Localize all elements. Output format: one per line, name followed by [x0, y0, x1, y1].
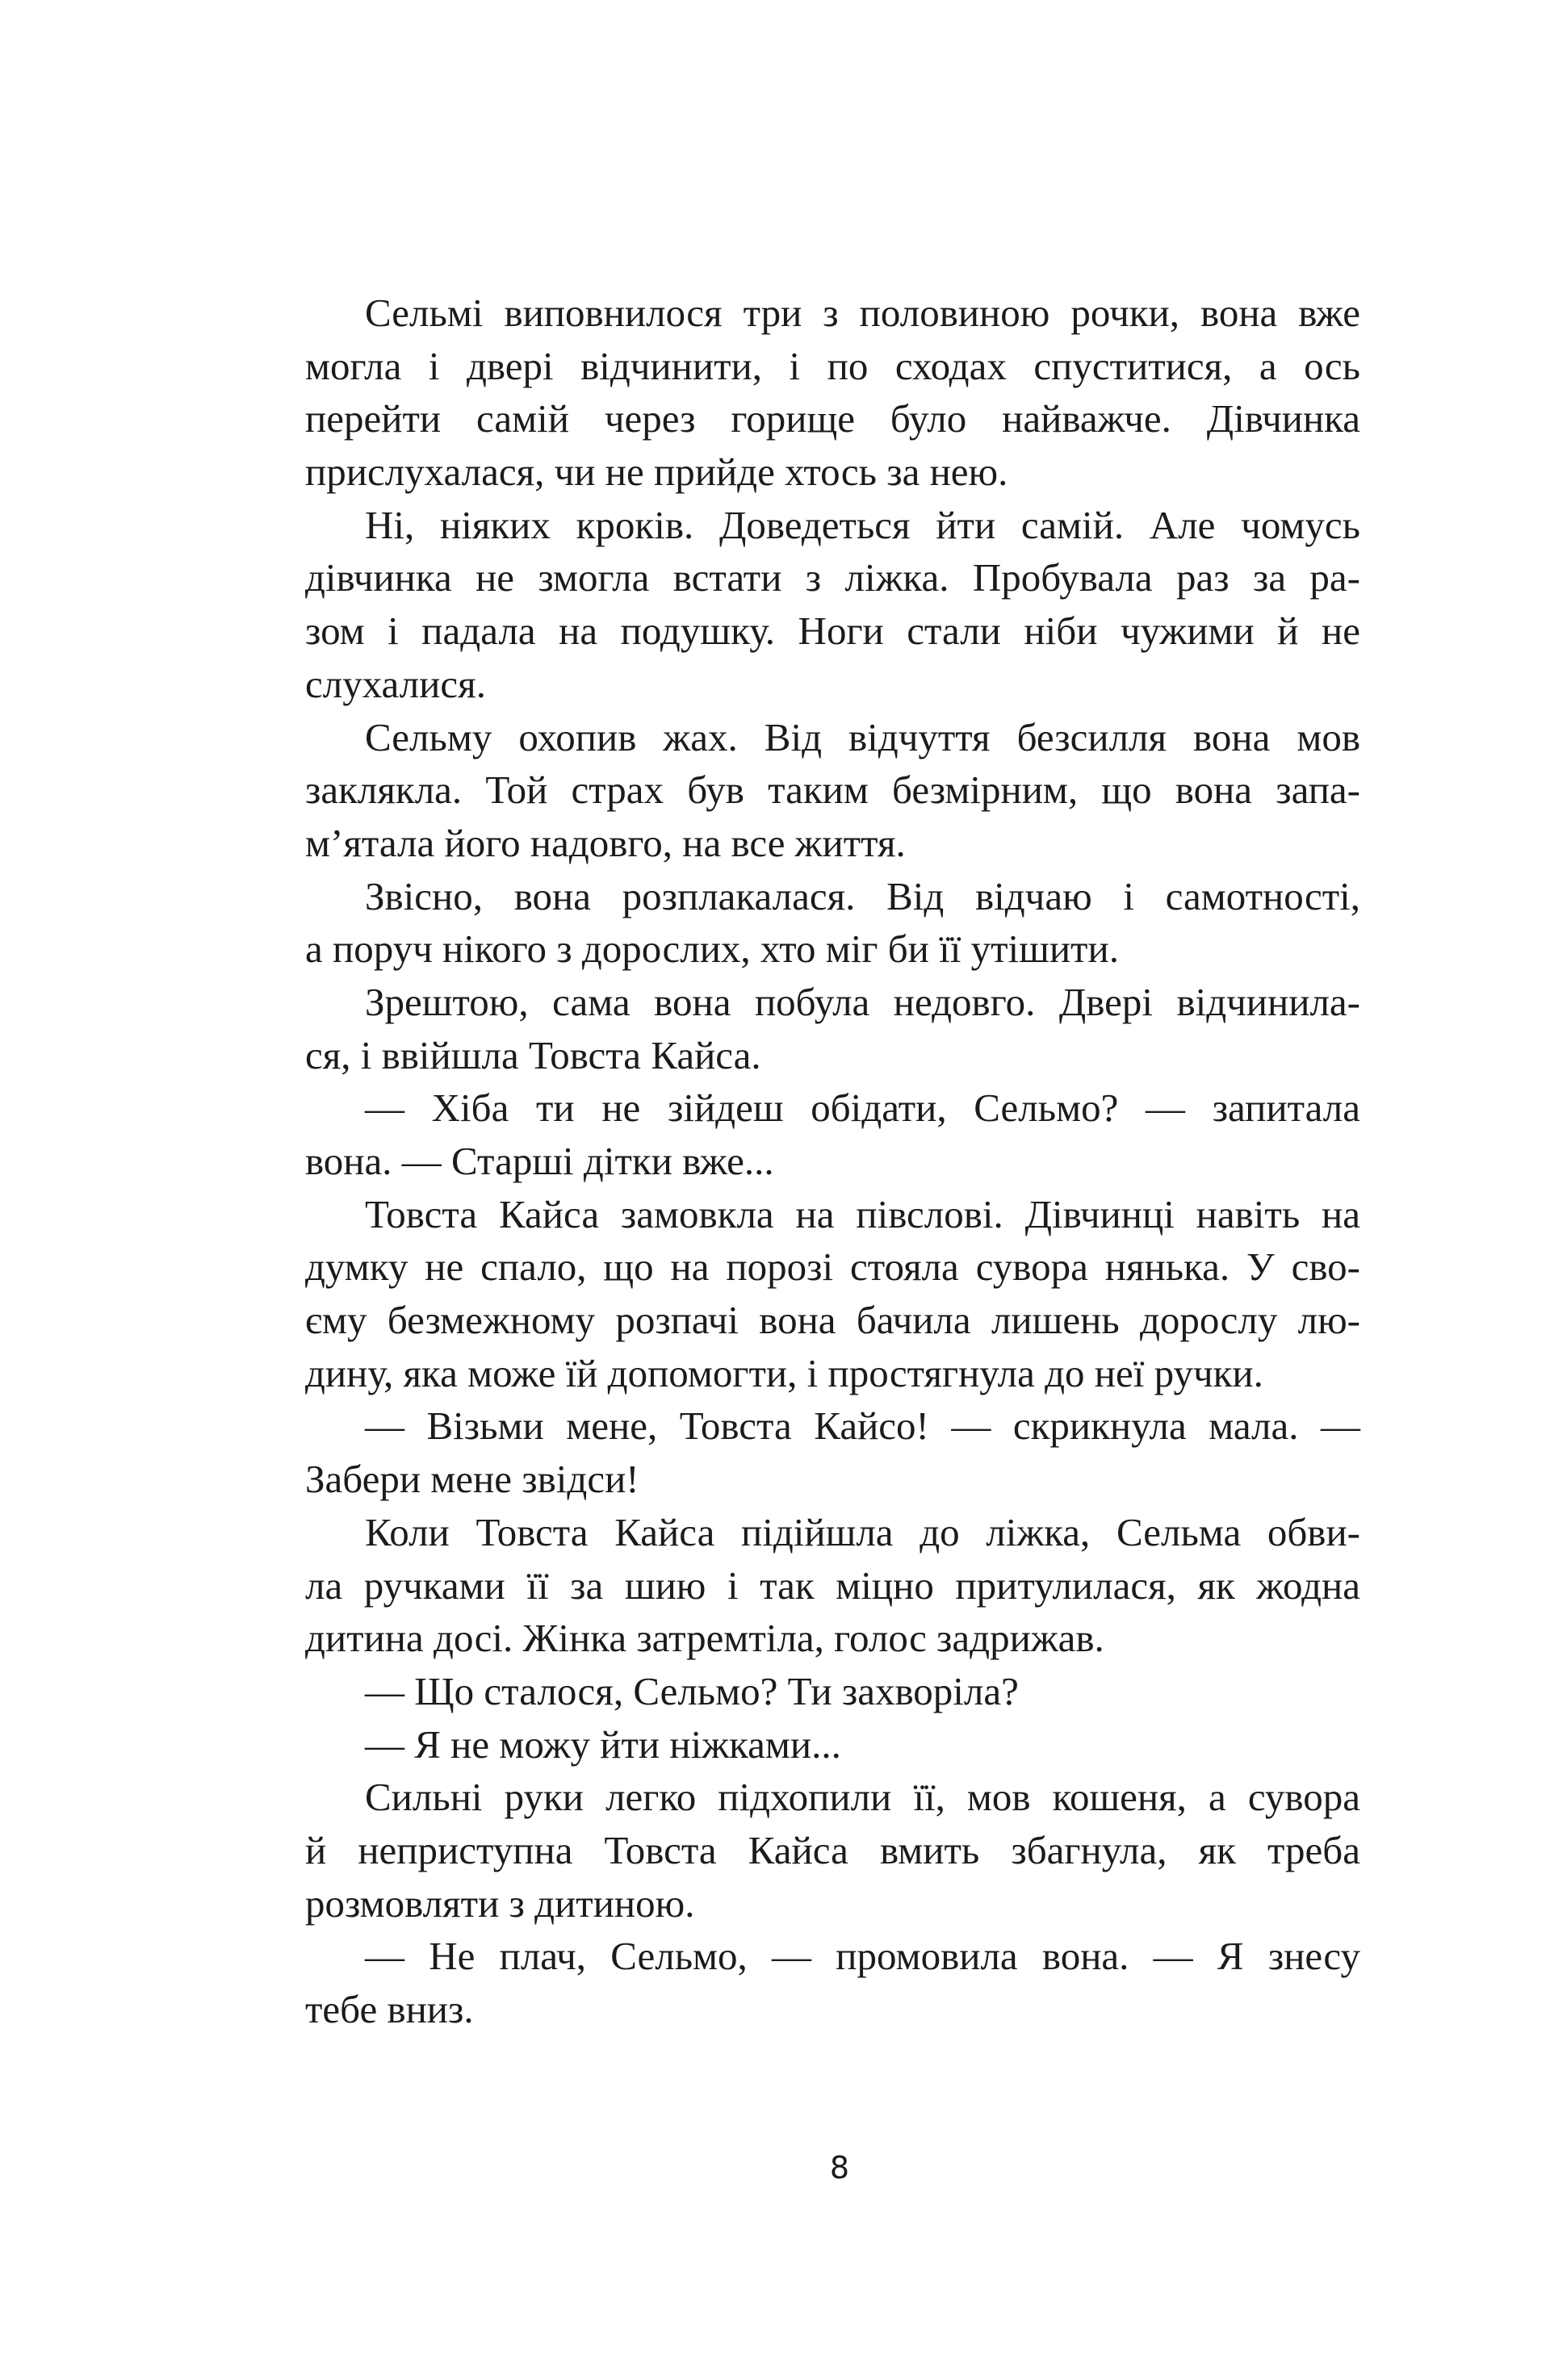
- text-line: — Я не можу йти ніжками...: [365, 1721, 841, 1767]
- paragraph: [305, 1188, 1360, 1400]
- paragraph: [305, 1771, 1360, 1930]
- text-line: Сильні руки легко підхопили її, мов кошеня, а сувора: [365, 1775, 1360, 1820]
- paragraph: [305, 1718, 1360, 1771]
- text-line: дитина досі. Жінка затремтіла, голос задрижав.: [305, 1616, 1104, 1661]
- text-line: а поруч нікого з дорослих, хто міг би її утішити.: [305, 926, 1119, 972]
- text-line: Товста Кайса замовкла на півслові. Дівчинці навіть на: [365, 1191, 1360, 1236]
- text-line: заклякла. Той страх був таким безмірним, що вона запа-: [305, 768, 1360, 813]
- text-line: Сельмі виповнилося три з половиною рочки, вона вже: [365, 291, 1360, 335]
- text-line: перейти самій через горище було найважче. Дівчинка: [305, 396, 1360, 441]
- paragraph: [305, 976, 1360, 1081]
- text-line: тебе вниз.: [305, 1987, 474, 2031]
- text-line: розмовляти з дитиною.: [305, 1880, 695, 1926]
- text-line: — Візьми мене, Товста Кайсо! — скрикнула мала. —: [365, 1403, 1360, 1449]
- text-line: Коли Товста Кайса підійшла до ліжка, Сельма обви-: [365, 1509, 1360, 1554]
- text-line: м’ятала його надовго, на все життя.: [305, 820, 906, 865]
- paragraph: [305, 287, 1360, 499]
- text-line: Сельму охопив жах. Від відчуття безсилля вона мов: [365, 714, 1360, 759]
- paragraph: [305, 711, 1360, 870]
- paragraph: [305, 1506, 1360, 1665]
- paragraph: [305, 1665, 1360, 1718]
- text-line: — Не плач, Сельмо, — промовила вона. — Я знесу: [365, 1934, 1360, 1979]
- paragraph: [305, 1930, 1360, 2035]
- text-line: — Що сталося, Сельмо? Ти захворіла?: [365, 1668, 1019, 1713]
- page-number: 8: [829, 2150, 850, 2186]
- paragraph: [305, 499, 1360, 711]
- text-line: прислухалася, чи не прийде хтось за нею.: [305, 450, 1008, 495]
- text-line: думку не спало, що на порозі стояла сувора нянька. У сво-: [305, 1244, 1360, 1290]
- paragraph: [305, 1399, 1360, 1505]
- text-line: вона. — Старші дітки вже...: [305, 1139, 774, 1183]
- paragraph: [305, 1081, 1360, 1187]
- text-line: й неприступна Товста Кайса вмить збагнула, як треба: [305, 1827, 1360, 1872]
- text-line: дину, яка може їй допомогти, і простягнула до неї ручки.: [305, 1350, 1263, 1395]
- text-line: Забери мене звідси!: [305, 1457, 639, 1502]
- text-line: ся, і ввійшла Товста Кайса.: [305, 1032, 761, 1077]
- text-line: Зрештою, сама вона побула недовго. Двері відчинила-: [365, 979, 1360, 1024]
- text-line: ла ручками її за шию і так міцно притулилася, як жодна: [305, 1562, 1360, 1608]
- text-line: зом і падала на подушку. Ноги стали ніби чужими й не: [305, 609, 1360, 654]
- body-text: [305, 287, 1360, 2036]
- paragraph: [305, 870, 1360, 976]
- text-line: Ні, ніяких кроків. Доведеться йти самій. Але чомусь: [365, 502, 1360, 547]
- text-line: Звісно, вона розплакалася. Від відчаю і самотності,: [365, 873, 1360, 918]
- text-line: — Хіба ти не зійдеш обідати, Сельмо? — запитала: [365, 1085, 1360, 1131]
- text-line: могла і двері відчинити, і по сходах спуститися, а ось: [305, 343, 1360, 388]
- text-line: єму безмежному розпачі вона бачила лишень дорослу лю-: [305, 1298, 1360, 1343]
- text-line: дівчинка не змогла встати з ліжка. Пробувала раз за ра-: [305, 555, 1360, 600]
- text-line: слухалися.: [305, 661, 486, 706]
